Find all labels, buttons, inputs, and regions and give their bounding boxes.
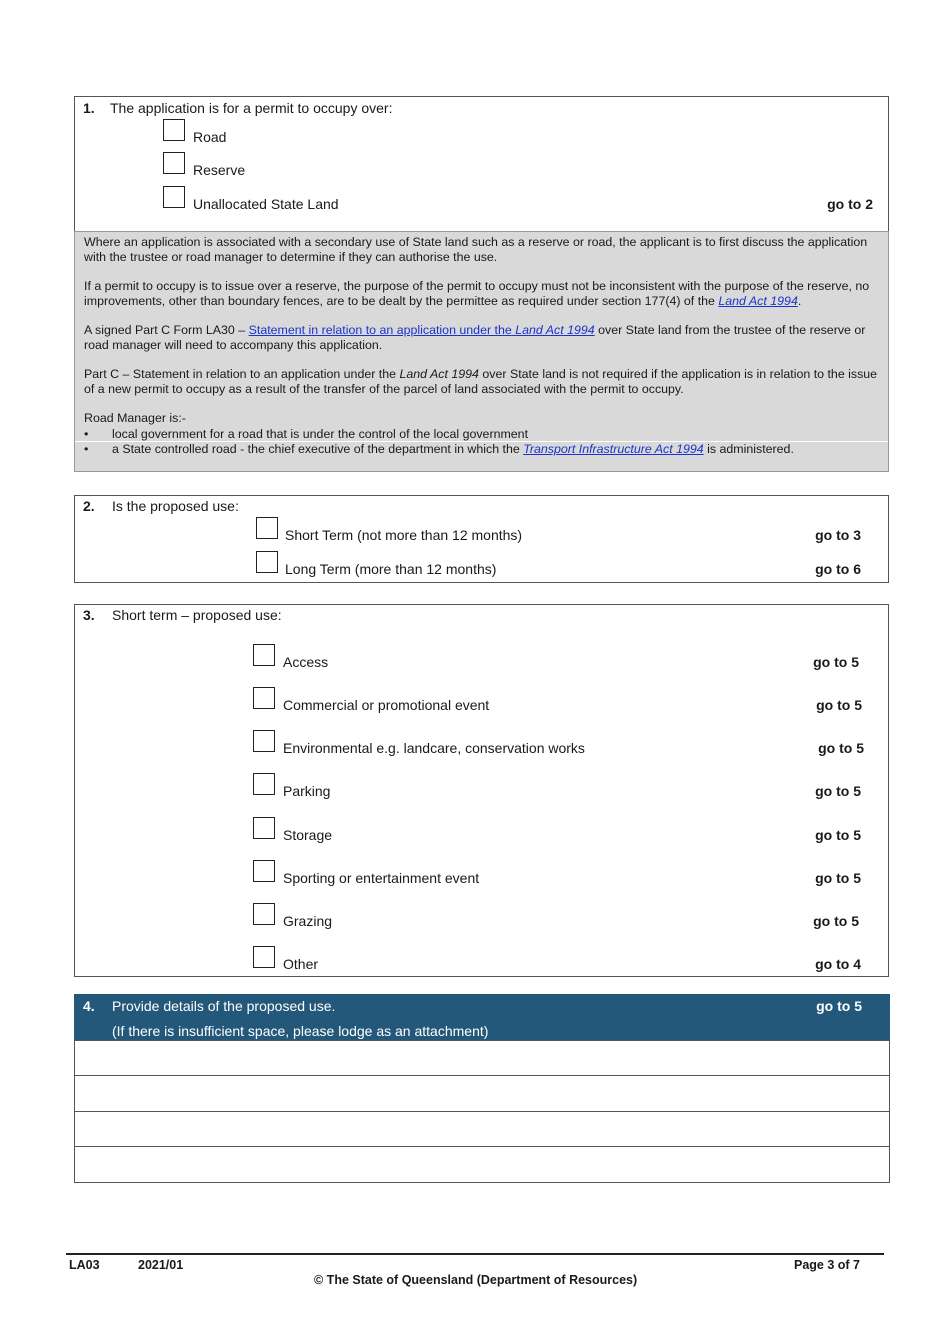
- other-goto: go to 4: [815, 956, 861, 972]
- checkbox-commercial-event[interactable]: [253, 687, 275, 709]
- question-4-text: Provide details of the proposed use.: [112, 998, 336, 1014]
- note-paragraph-4: Part C – Statement in relation to an application under the Land Act 1994 over State land is not required if the application is in relation to the issue of a new permit to occupy as a result of the transfer of the parcel of land associated with the permit to occupy.: [84, 367, 878, 396]
- footer-copyright: © The State of Queensland (Department of Resources): [314, 1273, 638, 1287]
- details-line-1[interactable]: [74, 1040, 890, 1076]
- transport-act-link[interactable]: Transport Infrastructure Act 1994: [523, 442, 704, 456]
- note-paragraph-1: Where an application is associated with a secondary use of State land such as a reserve or road, the applicant is to first discuss the application with the trustee or road manager to determine if they can authorise the use.: [84, 235, 868, 264]
- sporting-event-goto: go to 5: [815, 870, 861, 886]
- details-line-2[interactable]: [74, 1076, 890, 1112]
- option-short-term: Short Term (not more than 12 months): [285, 527, 523, 543]
- checkbox-unallocated-state-land[interactable]: [163, 186, 185, 208]
- option-storage: Storage: [283, 827, 333, 843]
- question-4-number: 4.: [83, 998, 95, 1014]
- option-environmental: Environmental e.g. landcare, conservation works: [283, 740, 585, 756]
- option-sporting-event: Sporting or entertainment event: [283, 870, 480, 886]
- question-1-number: 1.: [83, 100, 95, 116]
- short-term-goto: go to 3: [815, 527, 861, 543]
- question-2-number: 2.: [83, 498, 95, 514]
- commercial-event-goto: go to 5: [816, 697, 862, 713]
- option-reserve: Reserve: [193, 162, 246, 178]
- checkbox-other[interactable]: [253, 946, 275, 968]
- option-long-term: Long Term (more than 12 months): [285, 561, 497, 577]
- option-unallocated-state-land: Unallocated State Land: [193, 196, 339, 212]
- option-grazing: Grazing: [283, 913, 333, 929]
- option-commercial-event: Commercial or promotional event: [283, 697, 490, 713]
- option-parking: Parking: [283, 783, 331, 799]
- bullet-2-marker: •: [84, 442, 89, 456]
- question-4-goto: go to 5: [816, 998, 862, 1014]
- information-note: [74, 231, 889, 472]
- footer-divider: [66, 1253, 884, 1255]
- bullet-1-text: local government for a road that is under the control of the local government: [112, 427, 529, 441]
- parking-goto: go to 5: [815, 783, 861, 799]
- note-paragraph-3: A signed Part C Form LA30 – Statement in relation to an application under the Land Act 1994 over State land from the trustee of the reserve or road manager will need to accompany this application.: [84, 323, 866, 352]
- bullet-1-marker: •: [84, 427, 89, 441]
- checkbox-grazing[interactable]: [253, 903, 275, 925]
- question-1-goto: go to 2: [827, 196, 873, 212]
- option-access: Access: [283, 654, 329, 670]
- road-manager-heading: Road Manager is:-: [84, 411, 186, 425]
- checkbox-reserve[interactable]: [163, 152, 185, 174]
- statement-link[interactable]: Statement in relation to an application under the Land Act 1994: [248, 323, 595, 337]
- checkbox-environmental[interactable]: [253, 730, 275, 752]
- bullet-divider: [75, 441, 888, 442]
- footer-version: 2021/01: [138, 1258, 184, 1272]
- checkbox-road[interactable]: [163, 119, 185, 141]
- long-term-goto: go to 6: [815, 561, 861, 577]
- question-3-number: 3.: [83, 607, 95, 623]
- checkbox-storage[interactable]: [253, 817, 275, 839]
- note-paragraph-2: If a permit to occupy is to issue over a reserve, the purpose of the permit to occupy must not be inconsistent with the purpose of the reserve, no improvements, other than boundary fences, are to be dealt by the permittee as required under section 177(4) of the Land Act 1994.: [84, 279, 870, 308]
- question-1-text: The application is for a permit to occupy over:: [110, 100, 393, 116]
- checkbox-sporting-event[interactable]: [253, 860, 275, 882]
- question-2-box: [74, 495, 889, 583]
- bullet-2-text: a State controlled road - the chief executive of the department in which the Transport Infrastructure Act 1994 is administered.: [112, 442, 794, 456]
- grazing-goto: go to 5: [813, 913, 859, 929]
- access-goto: go to 5: [813, 654, 859, 670]
- land-act-link[interactable]: Land Act 1994: [718, 294, 798, 308]
- option-other: Other: [283, 956, 319, 972]
- question-3-box: [74, 604, 889, 977]
- footer-form-code: LA03: [69, 1258, 100, 1272]
- question-4-header: [74, 994, 890, 1040]
- checkbox-parking[interactable]: [253, 773, 275, 795]
- details-line-3[interactable]: [74, 1111, 890, 1147]
- option-road: Road: [193, 129, 227, 145]
- question-4-subtext: (If there is insufficient space, please lodge as an attachment): [112, 1023, 489, 1039]
- checkbox-short-term[interactable]: [256, 517, 278, 539]
- question-2-text: Is the proposed use:: [112, 498, 239, 514]
- footer-page-number: Page 3 of 7: [794, 1258, 860, 1272]
- checkbox-long-term[interactable]: [256, 551, 278, 573]
- checkbox-access[interactable]: [253, 644, 275, 666]
- storage-goto: go to 5: [815, 827, 861, 843]
- question-1-box: [74, 96, 889, 232]
- question-3-text: Short term – proposed use:: [112, 607, 282, 623]
- environmental-goto: go to 5: [818, 740, 864, 756]
- details-line-4[interactable]: [74, 1147, 890, 1183]
